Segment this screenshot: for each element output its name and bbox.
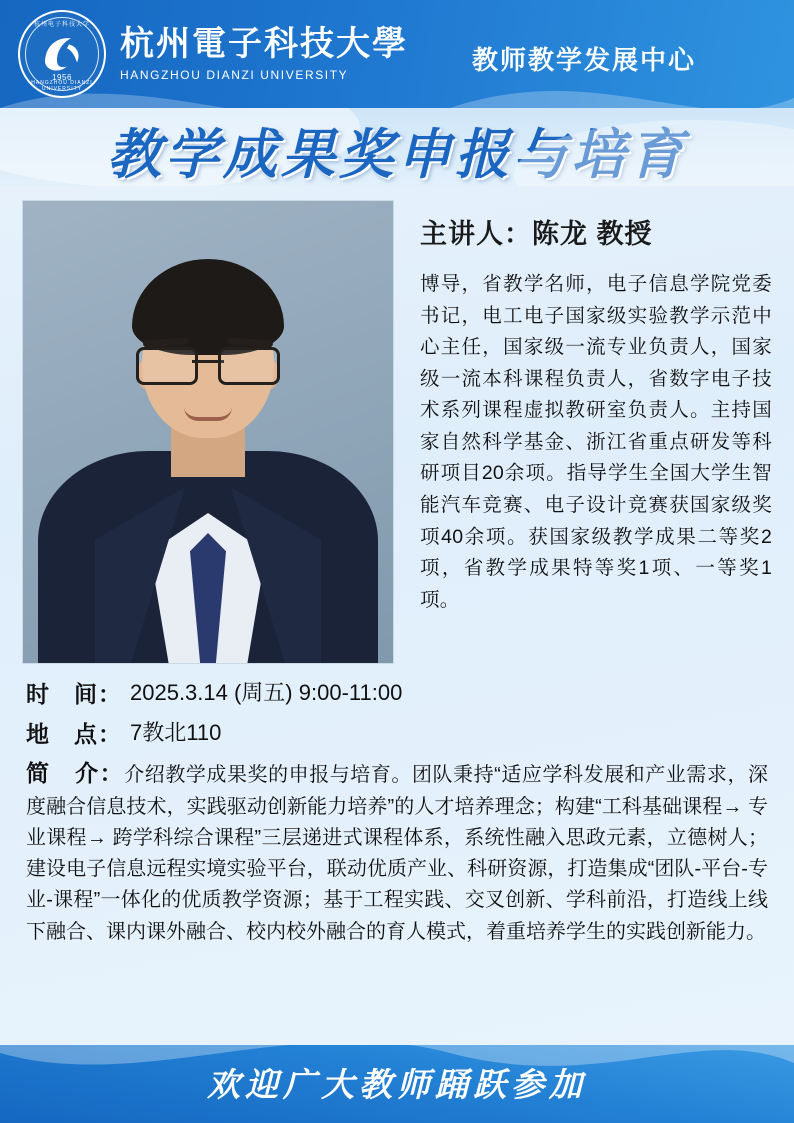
university-name-block [120,26,408,82]
place-value: 7教北110 [130,720,222,745]
portrait-glasses-icon [134,347,282,381]
footer-welcome-text: 欢迎广大教师踊跃参加 [207,1068,587,1104]
info-row-time [26,676,768,709]
university-name-en: HANGZHOU DIANZI UNIVERSITY [120,68,349,83]
info-row-place [26,716,768,749]
speaker-text-block [420,200,772,664]
info-section [0,664,794,948]
portrait-lens-right [218,347,280,385]
portrait-lens-left [136,347,198,385]
info-row-intro [26,756,768,948]
intro-label: 简 介： [26,760,125,786]
speaker-bio: 博导，省教学名师，电子信息学院党委书记，电工电子国家级实验教学示范中心主任，国家级一流专业负责人，国家级一流本科课程负责人，省数字电子技术系列课程虚拟教研室负责人。主持国家自然科学基金、浙江省重点研发等科研项目20余项。指导学生全国大学生智能汽车竞赛、电子设计竞赛获国家级奖项40余项。获国家级教学成果二等奖2项，省教学成果特等奖1项、一等奖1项。 [420,273,772,611]
intro-body [26,756,768,948]
intro-value: 介绍教学成果奖的申报与培育。团队秉持“适应学科发展和产业需求，深度融合信息技术，实践驱动创新能力培养”的人才培养理念；构建“工科基础课程→ 专业课程→ 跨学科综合课程”三层递进式课程体系，系统性融入思政元素，立德树人；建设电子信息远程实境实验平台，联动优质产业、科研资源，打造集成“团队-平台-专业-课程”一体化的优质教学资源；基于工程实践、交叉创新、学科前沿，打造线上线下融合、课内课外融合、校内校外融合的育人模式，着重培养学生的实践创新能力。 [26,764,768,943]
poster-footer [0,1045,794,1123]
seal-swoosh-icon [39,32,85,72]
speaker-name: 主讲人：陈龙 教授 [420,219,653,249]
portrait-mouth [184,407,232,421]
university-seal-icon [18,10,106,98]
poster-header [0,0,794,108]
university-logo-area [18,10,408,98]
title-band [0,108,794,186]
place-label: 地 点： [26,721,122,747]
page-title: 教学成果奖申报与培育 [107,125,687,185]
seal-year: 1956 [52,73,72,82]
speaker-portrait [22,200,394,664]
seal-top-text: 杭州电子科技大学 [33,22,90,28]
seal-bottom-text: HANGZHOU DIANZI UNIVERSITY [31,80,93,92]
time-label: 时 间： [26,681,122,707]
time-value: 2025.3.14 (周五) 9:00-11:00 [130,680,403,705]
university-name-cn: 杭州電子科技大學 [120,25,408,63]
center-name: 教师教学发展中心 [472,45,697,75]
speaker-section [0,186,794,664]
